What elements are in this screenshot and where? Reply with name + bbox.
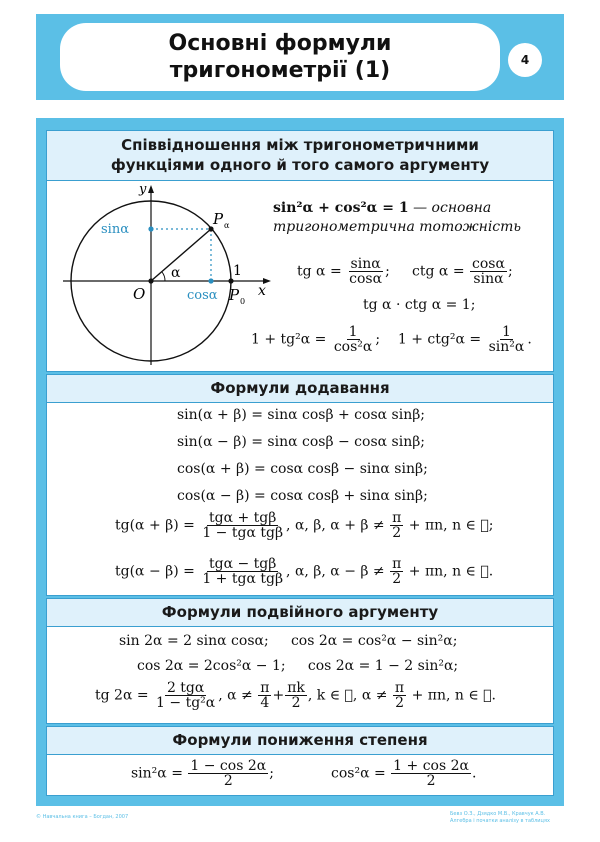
tg2a-num: 2 tgα [166,680,205,696]
cos2a-1: cos 2α = cos²α − sin²α; [290,633,458,649]
cos2a-2: cos 2α = 2cos²α − 1; [137,658,286,674]
cos-sq-num: 1 + cos 2α [393,758,469,774]
tg-sep: ; [385,263,390,280]
cos-axis-label: cosα [187,288,218,303]
section-double-angle [46,598,554,724]
footer-authors [450,811,550,825]
sin-axis-label: sinα [101,222,129,237]
formula-line: cos(α + β) = cosα cosβ − sinα sinβ; [177,461,428,477]
tg-diff-formula [115,557,493,586]
tg2a-lhs: tg 2α = [95,687,149,704]
tg-sum-cond-end: + πn, n ∈ ⃞; [408,517,494,534]
one-tg-fraction [332,325,375,354]
sin2a: sin 2α = 2 sinα cosα; [119,633,269,649]
pi: π [260,680,270,696]
page-title [60,23,500,91]
section-title: Формули подвійного аргументу [47,599,553,627]
tg-sum-cond: , α, β, α + β ≠ [286,517,385,534]
section-title: Формули додавання [47,375,553,403]
footer-copyright: © Навчальна книга – Богдан, 2007 [36,814,129,820]
title-line-1: Основні формули [168,31,392,56]
four: 4 [260,695,270,711]
sin-sq-lhs: sin²α = [131,765,183,782]
tg-fraction [347,257,384,286]
tg-sum-fraction [200,511,285,540]
tg-sum-num: tgα + tgβ [209,510,277,526]
cos-sq-sep: . [471,765,477,782]
tg-den: cosα [349,271,383,287]
section-power-reduction [46,726,554,796]
cos2a-3: cos 2α = 1 − 2 sin²α; [307,658,459,674]
ctg-num: cosα [472,256,505,272]
tg-ctg-line [297,257,513,286]
formula-line: sin(α − β) = sinα cosβ − cosα sinβ; [177,434,426,450]
unit-circle-diagram [53,181,266,371]
section-title [47,131,553,181]
tg2a-fraction [154,681,217,710]
ctg-lhs: ctg α = [412,263,465,280]
tg-diff-fraction [200,557,285,586]
tg2a-cond1: , α ≠ [218,687,253,704]
page-number-badge: 4 [508,43,542,77]
one-tg-lhs: 1 + tg²α = [251,331,327,348]
section-title: Формули пониження степеня [47,727,553,755]
tg-diff-cond: , α, β, α − β ≠ [286,563,385,580]
point-p0: P [229,286,240,304]
tg-diff-cond-end: + πn, n ∈ ⃞. [408,563,494,580]
identity-line [273,199,545,237]
identity-formula: sin²α + cos²α = 1 [273,200,409,216]
pi-half-fraction [393,681,406,710]
tg-num: sinα [350,256,381,272]
cos-sq-den: 2 [426,773,436,789]
tg-ctg-product: tg α · ctg α = 1; [363,297,476,313]
section-relations [46,130,554,372]
tg-sum-lhs: tg(α + β) = [115,517,195,534]
pi: π [392,556,402,572]
sin-sq-formula [131,759,274,788]
origin-label: O [133,285,146,303]
tg-lhs: tg α = [297,263,342,280]
one-tg-num: 1 [348,324,358,340]
cos-sq-lhs: cos²α = [331,765,386,782]
identity-text: — основна тригонометрична тотожність [273,200,522,235]
cos-sq-fraction [391,759,471,788]
ctg-sep: ; [507,263,513,280]
pik-half-fraction [285,681,307,710]
two: 2 [291,695,301,711]
footer-authors-line-1: Бевз О.З., Дзядко М.В., Кравчук А.В. [450,811,546,817]
one-ctg-sep: . [527,331,532,348]
plus: + [272,687,285,704]
two: 2 [395,695,404,711]
pi-quarter-fraction [258,681,271,710]
sin-sq-den: 2 [223,773,233,789]
one-ctg-num: 1 [501,324,511,340]
pi-half-fraction [390,557,403,586]
tg-diff-den: 1 + tgα tgβ [202,571,284,587]
header-band [36,14,564,100]
formula-line [119,633,457,649]
tg-sum-den: 1 − tgα tgβ [202,525,284,541]
section-addition [46,374,554,596]
tg2a-formula [95,681,496,710]
content-frame [36,118,564,806]
axis-y-label: y [139,182,147,197]
tg-diff-num: tgα − tgβ [209,556,277,572]
one-ctg-fraction [487,325,527,354]
formula-line: sin(α + β) = sinα cosβ + cosα sinβ; [177,407,426,423]
tg2a-cond2: , k ∈ ⃞, α ≠ [307,687,388,704]
one-ctg-lhs: 1 + ctg²α = [397,331,482,348]
point-p-alpha-sub: α [224,221,230,230]
sin-sq-fraction [188,759,268,788]
alpha-label: α [171,265,181,281]
title-line-2: тригонометрії (1) [169,58,391,83]
tg2a-den: 1 − tg²α [156,695,216,711]
point-one-label: 1 [233,263,242,279]
tg-sum-formula [115,511,493,540]
two: 2 [392,525,402,541]
pik: πk [287,680,305,696]
axis-x-label: x [258,283,266,299]
tg2a-cond3: + πn, n ∈ ⃞. [411,687,497,704]
sin-sq-num: 1 − cos 2α [190,758,267,774]
pi: π [392,510,402,526]
one-ctg-den: sin²α [488,339,525,355]
radius-line [151,229,211,281]
ctg-den: sinα [473,271,504,287]
pi: π [394,680,405,696]
footer-authors-line-2: Алгебра і початки аналізу в таблицях [450,818,550,824]
two: 2 [392,571,402,587]
formula-line: cos(α − β) = cosα cosβ + sinα sinβ; [177,488,428,504]
point-p0-sub: 0 [240,297,246,306]
section-title-line-1: Співвідношення між тригонометричними [121,136,479,154]
point-p-alpha: P [213,210,224,228]
section-title-line-2: функціями одного й того самого аргументу [110,156,490,174]
one-plus-line [251,325,532,354]
cos-sq-formula [331,759,476,788]
one-tg-sep: ; [375,331,381,348]
tg-diff-lhs: tg(α − β) = [115,563,195,580]
formula-line [137,658,458,674]
sin-sq-sep: ; [269,765,274,782]
one-tg-den: cos²α [333,339,373,355]
pi-half-fraction [390,511,403,540]
ctg-fraction [470,257,507,286]
